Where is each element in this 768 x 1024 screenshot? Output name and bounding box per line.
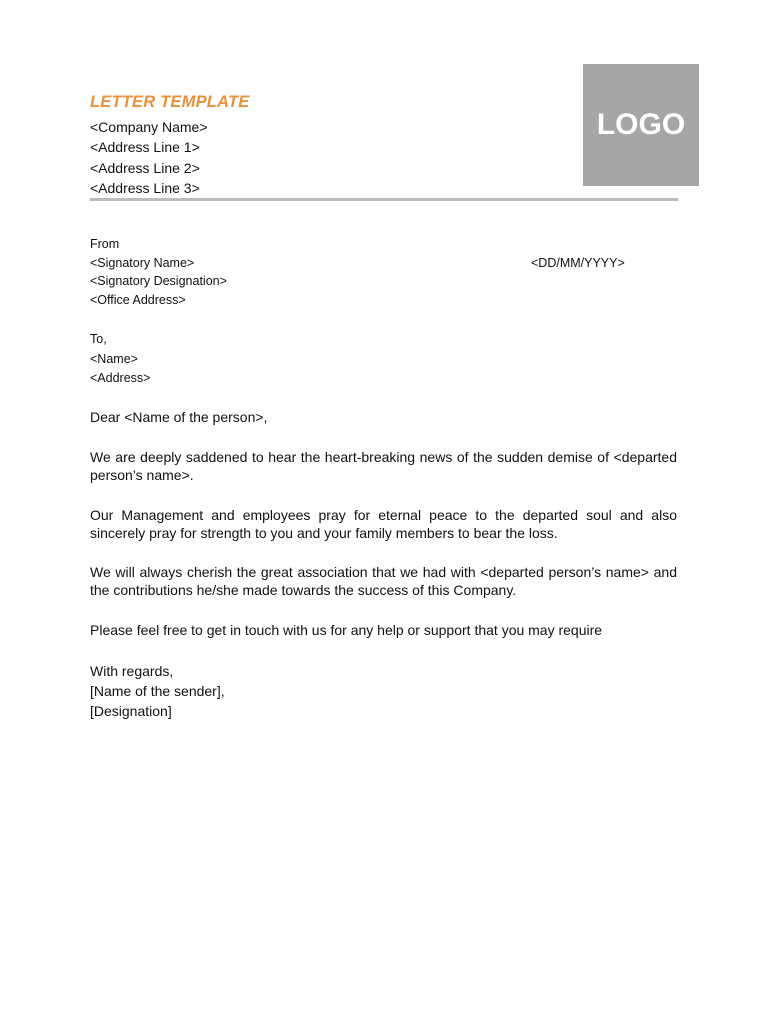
body-paragraph: Please feel free to get in touch with us for any help or support that you may require [90,622,603,638]
recipient-block [90,330,150,389]
address-line-1: <Address Line 1> [90,139,200,156]
closing-phrase: With regards, [90,663,174,679]
body-paragraph: Our Management and employees pray for eternal peace to the departed soul and also sincerely pray for strength to you and your family members to bear the loss. [90,507,677,541]
address-line-3: <Address Line 3> [90,179,200,196]
signatory-name: <Signatory Name> [90,255,195,270]
address-line-2: <Address Line 2> [90,159,200,176]
office-address: <Office Address> [90,293,186,308]
recipient-address: <Address> [90,371,151,385]
signatory-designation: <Signatory Designation> [90,274,227,289]
salutation: Dear <Name of the person>, [90,409,268,425]
company-address-block [90,117,208,198]
sender-block [90,235,227,310]
sender-designation: [Designation] [90,703,172,719]
body-paragraph: We will always cherish the great association that we had with <departed person’s name> and the contributions he/she made towards the success of this Company. [90,564,677,598]
recipient-name: <Name> [90,351,138,366]
logo-placeholder [583,64,699,186]
logo-text: LOGO [596,108,686,141]
sender-name: [Name of the sender], [90,683,225,699]
letter-date: <DD/MM/YYYY> [531,256,625,270]
body-paragraph: We are deeply saddened to hear the heart-breaking news of the sudden demise of <departed person’s name>. [90,449,677,483]
closing-block [90,661,225,721]
company-name: <Company Name> [90,119,208,135]
header-divider [90,198,678,201]
letter-title: LETTER TEMPLATE [90,93,250,111]
to-label: To, [90,332,107,346]
from-label: From [90,237,120,251]
